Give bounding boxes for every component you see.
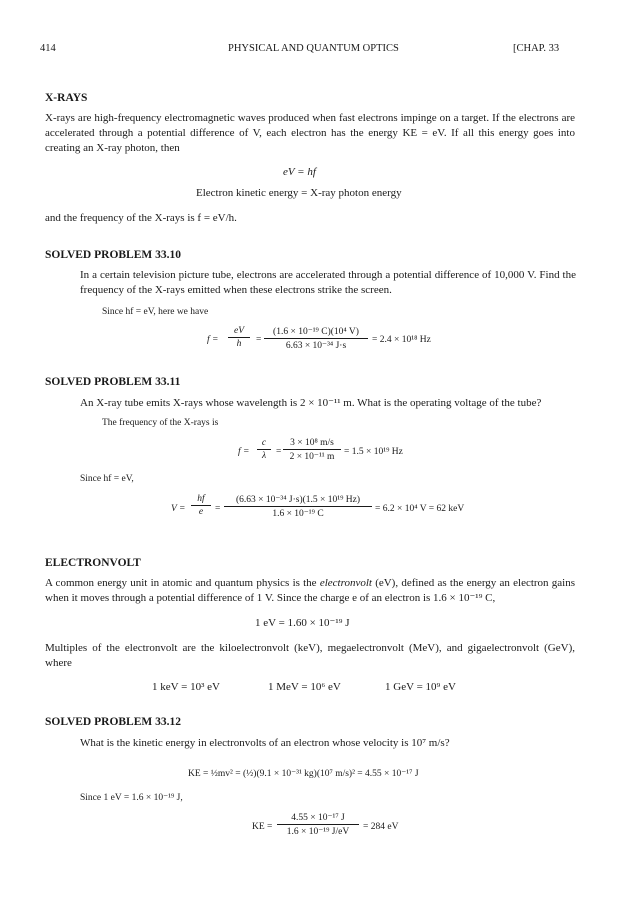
problem-33-10-since: Since hf = eV, here we have: [102, 307, 209, 317]
chapter-label: [CHAP. 33: [513, 43, 560, 54]
equation-1ev: 1 eV = 1.60 × 10⁻¹⁹ J: [255, 617, 350, 629]
fraction-numerator: (1.6 × 10⁻¹⁹ C)(10⁴ V): [264, 326, 368, 339]
problem-33-10-fraction-ev-h: [228, 326, 250, 349]
electronvolt-paragraph: [45, 576, 575, 606]
problem-33-11-fraction-hf-e: [191, 494, 211, 517]
problem-heading-33-12: SOLVED PROBLEM 33.12: [45, 716, 182, 728]
equals-sign: =: [276, 447, 282, 457]
problem-33-11-fraction-values: [283, 438, 341, 462]
fraction-denominator: h: [236, 339, 242, 349]
fraction-numerator: eV: [228, 326, 250, 338]
fraction-denominator: e: [198, 507, 204, 517]
equation-gev: 1 GeV = 10⁹ eV: [385, 681, 456, 693]
equals-sign: =: [256, 335, 262, 345]
problem-33-12-ke-line: KE = ½mv² = (½)(9.1 × 10⁻³¹ kg)(10⁷ m/s)² = 4.55 × 10⁻¹⁷ J: [188, 769, 419, 779]
problem-33-12-ke-lhs: KE =: [252, 822, 273, 832]
problem-33-11-fraction-c-lambda: [257, 438, 271, 461]
equation-ev-hf: eV = hf: [283, 166, 316, 178]
problem-33-11-fraction-values: [224, 494, 372, 519]
problem-33-10-lhs: f =: [207, 335, 219, 345]
multiples-paragraph: Multiples of the electronvolt are the kiloelectronvolt (keV), megaelectronvolt (MeV), and gigaelectronvolt (GeV), where: [45, 642, 575, 669]
fraction-numerator: hf: [191, 494, 211, 506]
electronvolt-text-pre: A common energy unit in atomic and quantum physics is the: [45, 577, 317, 589]
fraction-denominator: λ: [261, 451, 267, 461]
problem-33-10-result: = 2.4 × 10¹⁸ Hz: [372, 335, 431, 345]
problem-33-11-question: An X-ray tube emits X-rays whose wavelength is 2 × 10⁻¹¹ m. What is the operating voltage of the tube?: [80, 397, 542, 409]
fraction-numerator: 4.55 × 10⁻¹⁷ J: [277, 812, 359, 825]
fraction-denominator: 1.6 × 10⁻¹⁹ J/eV: [286, 827, 350, 837]
problem-33-11-f-lhs: f =: [238, 447, 250, 457]
running-title: PHYSICAL AND QUANTUM OPTICS: [228, 43, 399, 54]
problem-33-11-v-result: = 6.2 × 10⁴ V = 62 keV: [375, 504, 465, 514]
equals-sign: =: [215, 504, 221, 514]
electronvolt-text-post: (eV), defined as the energy an electron gains when it moves through a potential difference of 1 V. Since the charge e of an electron is 1.6 × 10⁻¹⁹ C,: [45, 577, 576, 604]
section-heading-xrays: X-RAYS: [45, 92, 88, 104]
problem-33-12-result: = 284 eV: [363, 822, 399, 832]
problem-33-11-f-result: = 1.5 × 10¹⁹ Hz: [344, 447, 403, 457]
equation-caption: Electron kinetic energy = X-ray photon energy: [196, 187, 402, 199]
electronvolt-term: electronvolt: [319, 577, 372, 589]
xrays-intro-paragraph: X-rays are high-frequency electromagnetic waves produced when fast electrons impinge on a target. If the electrons are accelerated through a potential difference of V, each electron has the energy KE = eV. If all this energy goes into creating an X-ray photon, then: [45, 112, 575, 154]
fraction-numerator: (6.63 × 10⁻³⁴ J·s)(1.5 × 10¹⁹ Hz): [224, 494, 372, 507]
problem-33-10-fraction-values: [264, 326, 368, 351]
problem-33-11-since: Since hf = eV,: [80, 474, 134, 484]
fraction-numerator: 3 × 10⁸ m/s: [283, 438, 341, 450]
problem-33-11-frequency-intro: The frequency of the X-rays is: [102, 418, 219, 428]
problem-33-12-fraction: [277, 812, 359, 837]
fraction-numerator: c: [257, 438, 271, 450]
problem-33-11-v-lhs: V =: [171, 504, 186, 514]
xrays-frequency-sentence: and the frequency of the X-rays is f = eV/h.: [45, 212, 237, 224]
equation-kev: 1 keV = 10³ eV: [152, 681, 220, 693]
problem-heading-33-11: SOLVED PROBLEM 33.11: [45, 376, 181, 388]
problem-heading-33-10: SOLVED PROBLEM 33.10: [45, 249, 182, 261]
page-number: 414: [40, 43, 56, 54]
fraction-denominator: 2 × 10⁻¹¹ m: [289, 452, 335, 462]
fraction-denominator: 6.63 × 10⁻³⁴ J·s: [285, 341, 347, 351]
problem-33-10-question: In a certain television picture tube, electrons are accelerated through a potential difference of 10,000 V. Find the frequency of the X-rays emitted when these electrons strike the screen.: [80, 269, 576, 296]
section-heading-electronvolt: ELECTRONVOLT: [45, 557, 141, 569]
equation-mev: 1 MeV = 10⁶ eV: [268, 681, 341, 693]
fraction-denominator: 1.6 × 10⁻¹⁹ C: [272, 509, 324, 519]
problem-33-12-since: Since 1 eV = 1.6 × 10⁻¹⁹ J,: [80, 793, 183, 803]
problem-33-12-question: What is the kinetic energy in electronvolts of an electron whose velocity is 10⁷ m/s?: [80, 737, 450, 749]
